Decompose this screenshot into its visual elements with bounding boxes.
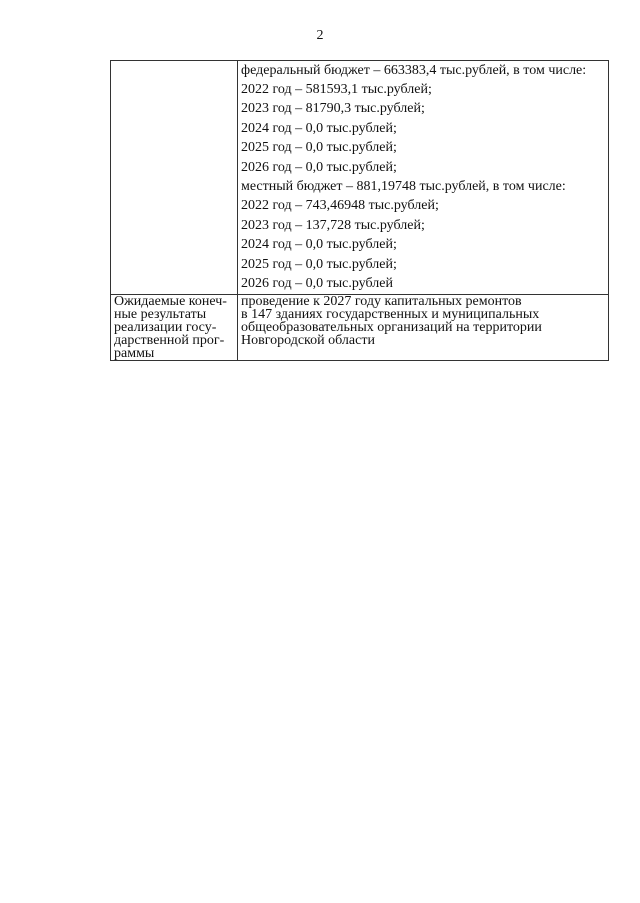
local-budget-2024: 2024 год – 0,0 тыс.рублей; — [241, 237, 397, 253]
federal-budget-2026: 2026 год – 0,0 тыс.рублей; — [241, 159, 397, 175]
federal-budget-2024: 2024 год – 0,0 тыс.рублей; — [241, 120, 397, 136]
funding-value-cell — [238, 61, 609, 295]
results-value-line: Новгородской области — [241, 333, 375, 349]
results-label-line: ные результаты — [114, 307, 207, 323]
results-value-line: общеобразовательных организаций на территории — [241, 320, 542, 336]
page-number: 2 — [316, 28, 324, 43]
federal-budget-2022: 2022 год – 581593,1 тыс.рублей; — [241, 82, 432, 97]
results-value-line: в 147 зданиях государственных и муниципальных — [241, 307, 540, 323]
results-label-line: дарственной прог- — [114, 333, 225, 349]
funding-row — [111, 61, 609, 295]
federal-budget-2023: 2023 год – 81790,3 тыс.рублей; — [241, 101, 425, 117]
federal-budget-total: федеральный бюджет – 663383,4 тыс.рублей, в том числе: — [241, 63, 587, 78]
results-label-line: Ожидаемые конеч- — [114, 294, 227, 310]
results-value-line: проведение к 2027 году капитальных ремонтов — [241, 294, 522, 310]
results-label-line: раммы — [114, 346, 155, 362]
program-passport-table — [110, 60, 609, 361]
local-budget-2022: 2022 год – 743,46948 тыс.рублей; — [241, 198, 439, 214]
local-budget-2025: 2025 год – 0,0 тыс.рублей; — [241, 256, 397, 272]
local-budget-2026: 2026 год – 0,0 тыс.рублей — [241, 276, 393, 292]
expected-results-value — [238, 295, 609, 361]
local-budget-total: местный бюджет – 881,19748 тыс.рублей, в том числе: — [241, 179, 566, 195]
funding-label-cell — [111, 61, 238, 295]
results-row — [111, 295, 609, 361]
results-label-line: реализации госу- — [114, 320, 217, 336]
federal-budget-2025: 2025 год – 0,0 тыс.рублей; — [241, 140, 397, 156]
expected-results-label — [111, 295, 238, 361]
local-budget-2023: 2023 год – 137,728 тыс.рублей; — [241, 217, 425, 233]
